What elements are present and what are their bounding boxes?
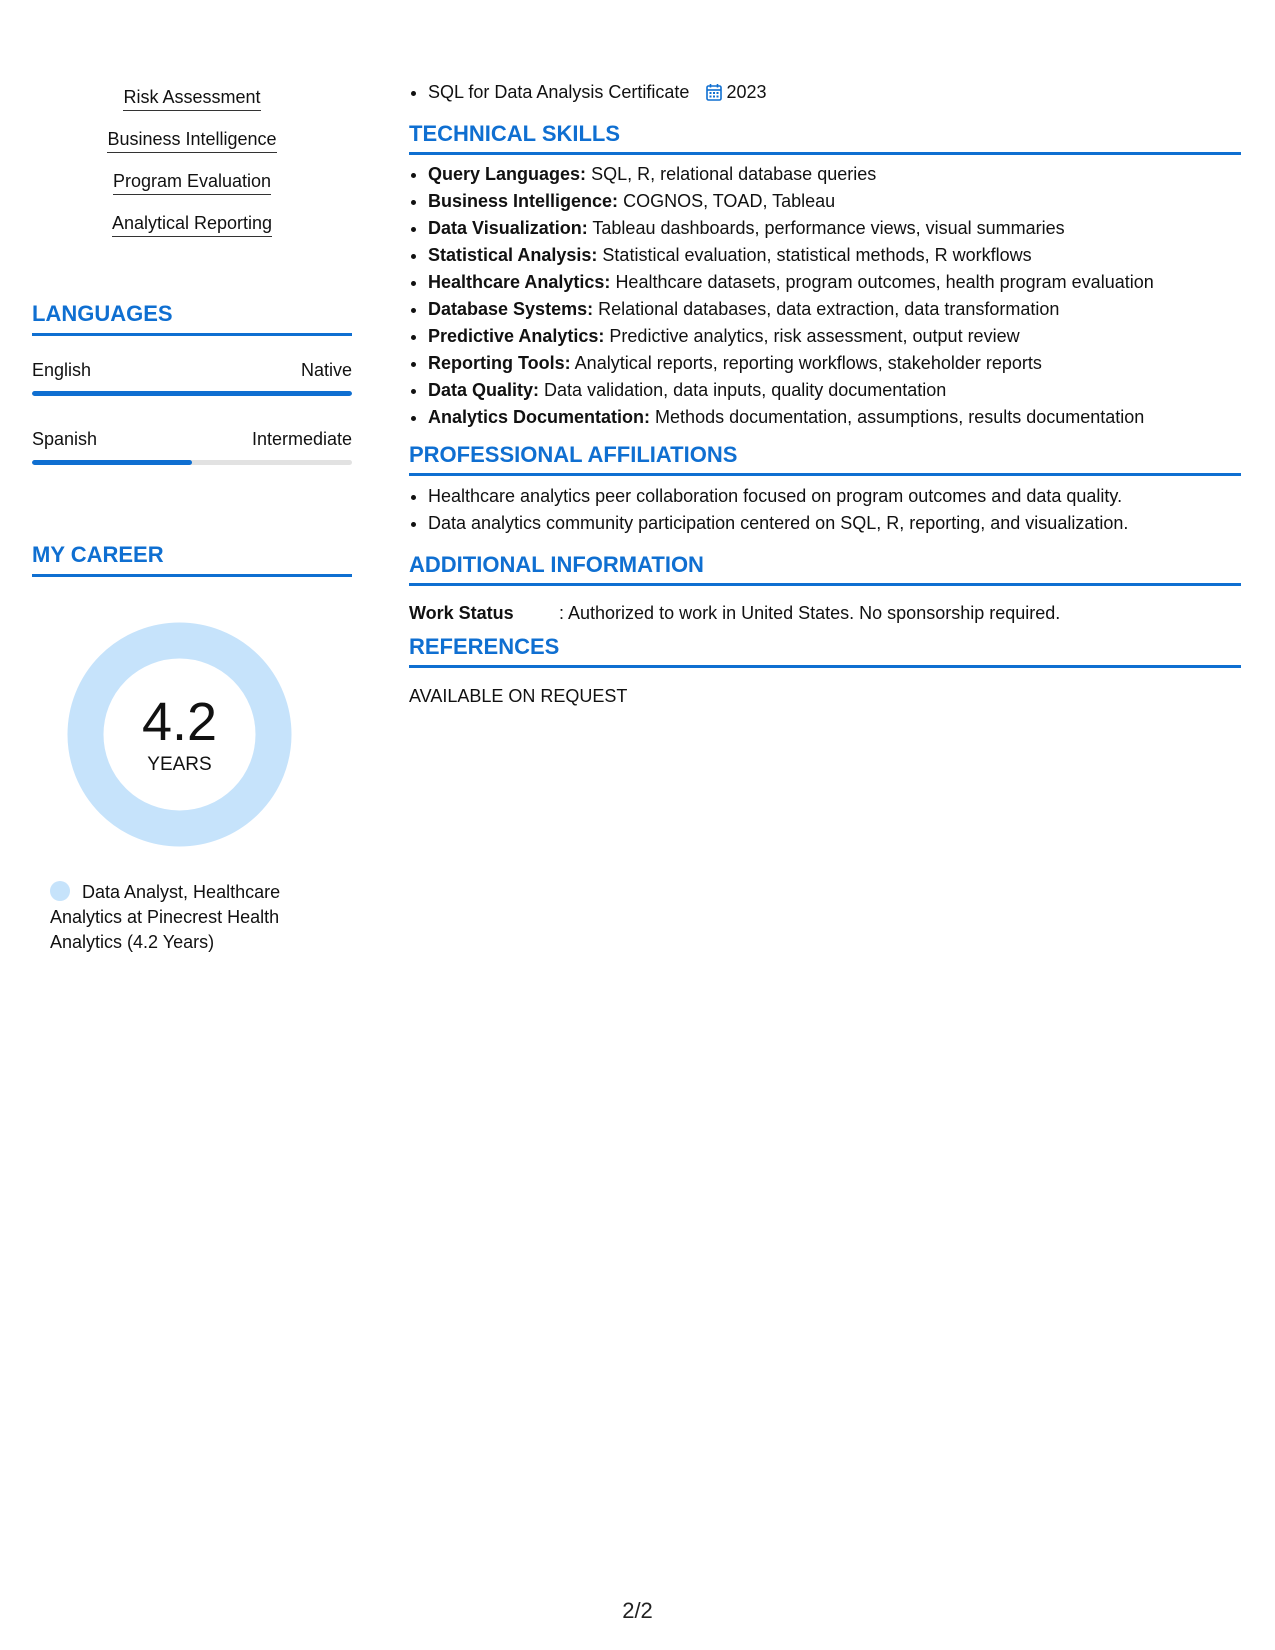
technical-skills-list: [428, 161, 1154, 431]
technical-skills-heading: TECHNICAL SKILLS: [409, 121, 1241, 155]
certificate-name: SQL for Data Analysis Certificate: [428, 82, 690, 102]
list-item: [428, 188, 1154, 215]
skill-label: Analytics Documentation:: [428, 407, 651, 427]
references-text: AVAILABLE ON REQUEST: [409, 686, 628, 706]
skill-label: Database Systems:: [428, 299, 594, 319]
skill-tag: Analytical Reporting: [112, 212, 272, 237]
certificate-item: [428, 79, 767, 109]
skill-label: Business Intelligence:: [428, 191, 619, 211]
career-donut-chart: [67, 622, 292, 847]
certificate-year: 2023: [726, 82, 767, 102]
skill-text: Predictive analytics, risk assessment, output review: [609, 326, 1020, 346]
certificate-list: [428, 79, 767, 109]
language-spanish: [32, 428, 352, 465]
skill-label: Query Languages:: [428, 164, 587, 184]
references-heading: REFERENCES: [409, 634, 1241, 668]
career-legend-text: Data Analyst, Healthcare Analytics at Pinecrest Health Analytics (4.2 Years): [50, 882, 281, 952]
additional-info-heading: ADDITIONAL INFORMATION: [409, 552, 1241, 586]
career-legend-dot: [50, 881, 70, 901]
skill-text: Tableau dashboards, performance views, visual summaries: [592, 218, 1065, 238]
languages-heading: LANGUAGES: [32, 301, 352, 336]
list-item: • Data analytics community participation centered on SQL, R, reporting, and visualization.: [428, 510, 1128, 537]
list-item: [428, 242, 1154, 269]
skill-tag: Program Evaluation: [113, 170, 271, 195]
language-proficiency-bar: [32, 460, 352, 465]
language-name: Spanish: [32, 429, 98, 449]
skill-text: Healthcare datasets, program outcomes, health program evaluation: [615, 272, 1154, 292]
skill-label: Healthcare Analytics:: [428, 272, 611, 292]
career-heading: MY CAREER: [32, 542, 352, 577]
language-english: [32, 359, 352, 396]
work-status-value: : Authorized to work in United States. No sponsorship required.: [559, 603, 1061, 623]
skill-text: SQL, R, relational database queries: [591, 164, 877, 184]
language-level: Native: [300, 360, 352, 380]
skill-tags: [32, 86, 352, 254]
language-proficiency-fill: [32, 460, 192, 465]
list-item: [428, 215, 1154, 242]
list-item: • Healthcare analytics peer collaboration focused on program outcomes and data quality.: [428, 483, 1128, 510]
calendar-icon: [706, 82, 722, 109]
skill-label: Predictive Analytics:: [428, 326, 605, 346]
skill-text: Analytical reports, reporting workflows, stakeholder reports: [574, 353, 1042, 373]
skill-text: Data validation, data inputs, quality documentation: [544, 380, 947, 400]
page-number: 2/2: [622, 1598, 653, 1623]
language-level: Intermediate: [251, 429, 352, 449]
skill-tag: Risk Assessment: [123, 86, 260, 111]
career-legend-item: [50, 880, 300, 955]
language-proficiency-bar: [32, 391, 352, 396]
skill-tag: Business Intelligence: [107, 128, 276, 153]
career-total-value: 4.2: [141, 692, 218, 752]
work-status-row: [409, 602, 1060, 624]
skill-text: Statistical evaluation, statistical methods, R workflows: [602, 245, 1032, 265]
career-total-unit: YEARS: [147, 754, 212, 775]
list-item: [428, 161, 1154, 188]
list-item: [428, 404, 1154, 431]
skill-label: Data Quality:: [428, 380, 540, 400]
affiliations-list: [428, 483, 1128, 537]
list-item: [428, 350, 1154, 377]
affiliations-heading: PROFESSIONAL AFFILIATIONS: [409, 442, 1241, 476]
skill-label: Statistical Analysis:: [428, 245, 598, 265]
skill-label: Reporting Tools:: [428, 353, 571, 373]
skill-text: Relational databases, data extraction, data transformation: [598, 299, 1060, 319]
skill-text: Methods documentation, assumptions, results documentation: [655, 407, 1145, 427]
skill-text: COGNOS, TOAD, Tableau: [623, 191, 836, 211]
work-status-label: Work Status: [409, 603, 514, 623]
language-name: English: [32, 360, 92, 380]
list-item: [428, 323, 1154, 350]
list-item: [428, 377, 1154, 404]
list-item: [428, 296, 1154, 323]
skill-label: Data Visualization:: [428, 218, 588, 238]
list-item: [428, 269, 1154, 296]
language-proficiency-fill: [32, 391, 352, 396]
